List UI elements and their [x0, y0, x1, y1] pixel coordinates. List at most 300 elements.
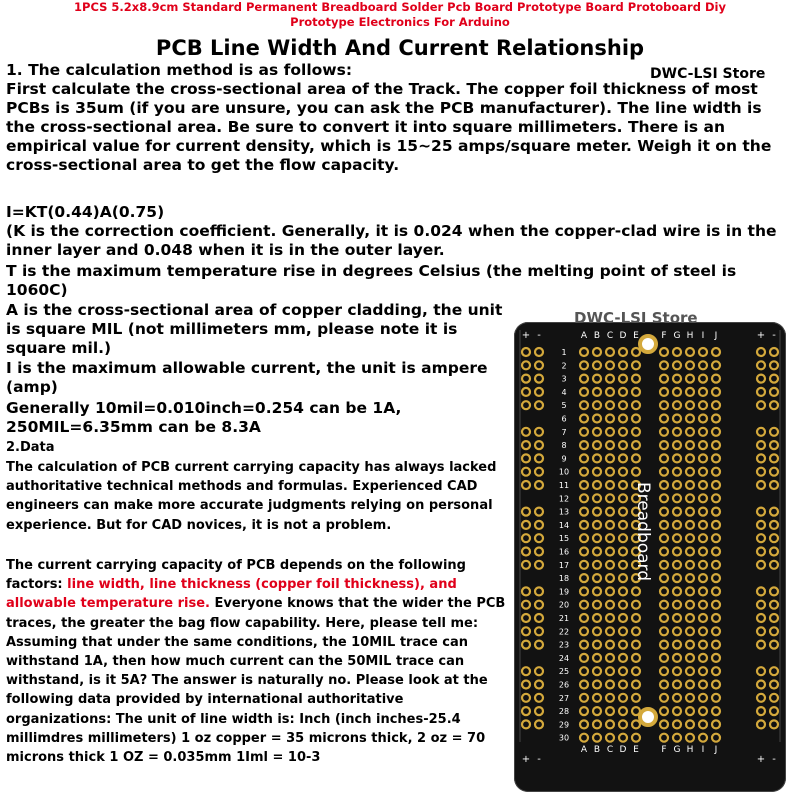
- pad-hole: [619, 481, 627, 489]
- row-number: 15: [558, 534, 570, 544]
- pad-hole: [619, 494, 627, 502]
- mounting-hole: [640, 336, 656, 352]
- pad-hole: [686, 574, 694, 582]
- section2-heading: 2.Data: [6, 440, 55, 455]
- pad-hole: [699, 494, 707, 502]
- pad-hole: [580, 388, 588, 396]
- pad-hole: [632, 361, 640, 369]
- pad-hole: [593, 574, 601, 582]
- rail-hole: [770, 601, 778, 609]
- pad-hole: [686, 694, 694, 702]
- pad-hole: [660, 641, 668, 649]
- rail-hole: [770, 428, 778, 436]
- row-number: 8: [561, 441, 567, 451]
- pad-hole: [632, 667, 640, 675]
- rail-hole: [535, 534, 543, 542]
- rail-symbol: -: [537, 754, 541, 765]
- row-number: 5: [561, 401, 567, 411]
- pad-hole: [686, 627, 694, 635]
- pad-hole: [606, 494, 614, 502]
- pad-hole: [580, 508, 588, 516]
- pad-hole: [606, 734, 614, 742]
- rail-hole: [535, 454, 543, 462]
- pad-hole: [673, 441, 681, 449]
- pad-hole: [699, 707, 707, 715]
- pad-hole: [673, 548, 681, 556]
- pad-hole: [593, 601, 601, 609]
- pad-hole: [686, 614, 694, 622]
- column-letter: B: [593, 331, 601, 341]
- pad-hole: [673, 641, 681, 649]
- pad-hole: [619, 348, 627, 356]
- rail-hole: [770, 641, 778, 649]
- pad-hole: [593, 707, 601, 715]
- pad-hole: [686, 481, 694, 489]
- pad-hole: [673, 348, 681, 356]
- rail-hole: [757, 720, 765, 728]
- column-letter: D: [619, 331, 627, 341]
- section1-heading: 1. The calculation method is as follows:: [6, 61, 353, 79]
- rail-hole: [770, 667, 778, 675]
- pad-hole: [580, 720, 588, 728]
- rail-hole: [535, 508, 543, 516]
- pad-hole: [606, 720, 614, 728]
- pad-hole: [606, 388, 614, 396]
- pad-hole: [593, 468, 601, 476]
- pad-hole: [686, 508, 694, 516]
- rail-hole: [535, 521, 543, 529]
- rail-hole: [522, 441, 530, 449]
- pad-hole: [673, 454, 681, 462]
- rail-hole: [522, 348, 530, 356]
- rail-hole: [522, 481, 530, 489]
- rail-hole: [522, 361, 530, 369]
- pad-hole: [686, 720, 694, 728]
- row-number: 10: [558, 467, 570, 477]
- rail-symbol: +: [756, 754, 766, 765]
- rail-hole: [535, 348, 543, 356]
- pad-hole: [580, 361, 588, 369]
- pad-hole: [712, 401, 720, 409]
- pad-hole: [632, 415, 640, 423]
- row-number: 20: [558, 600, 570, 610]
- pad-hole: [606, 601, 614, 609]
- rail-hole: [535, 720, 543, 728]
- pad-hole: [593, 415, 601, 423]
- pad-hole: [632, 348, 640, 356]
- rail-hole: [522, 468, 530, 476]
- pad-hole: [606, 627, 614, 635]
- pad-hole: [660, 415, 668, 423]
- pad-hole: [619, 428, 627, 436]
- pad-hole: [619, 361, 627, 369]
- pad-hole: [593, 375, 601, 383]
- rail-hole: [757, 561, 765, 569]
- pad-hole: [712, 548, 720, 556]
- pad-hole: [712, 441, 720, 449]
- pad-hole: [619, 734, 627, 742]
- rail-hole: [535, 361, 543, 369]
- pad-hole: [580, 534, 588, 542]
- column-letter: C: [606, 745, 614, 755]
- i-note: I is the maximum allowable current, the unit is ampere (amp): [6, 359, 488, 396]
- pad-hole: [686, 707, 694, 715]
- pad-hole: [606, 534, 614, 542]
- pad-hole: [673, 534, 681, 542]
- pad-hole: [673, 627, 681, 635]
- rail-hole: [757, 601, 765, 609]
- rail-hole: [535, 641, 543, 649]
- pad-hole: [712, 641, 720, 649]
- column-letter: C: [606, 331, 614, 341]
- pad-hole: [699, 361, 707, 369]
- pad-hole: [660, 441, 668, 449]
- pad-hole: [593, 454, 601, 462]
- pad-hole: [593, 627, 601, 635]
- pad-hole: [632, 375, 640, 383]
- pad-hole: [580, 681, 588, 689]
- pad-hole: [593, 548, 601, 556]
- pad-hole: [699, 401, 707, 409]
- pad-hole: [619, 508, 627, 516]
- pad-hole: [580, 441, 588, 449]
- pad-hole: [619, 627, 627, 635]
- row-number: 4: [561, 387, 567, 397]
- pad-hole: [593, 681, 601, 689]
- pad-hole: [593, 654, 601, 662]
- rail-hole: [770, 521, 778, 529]
- breadboard-pcb-image: [514, 322, 786, 792]
- pad-hole: [606, 548, 614, 556]
- rail-hole: [770, 388, 778, 396]
- column-letter: D: [619, 745, 627, 755]
- pad-hole: [580, 428, 588, 436]
- pad-hole: [712, 707, 720, 715]
- rail-hole: [535, 548, 543, 556]
- pad-hole: [619, 654, 627, 662]
- rail-hole: [522, 707, 530, 715]
- rail-hole: [522, 388, 530, 396]
- pad-hole: [619, 454, 627, 462]
- p2-highlight: line width, line thickness (copper foil thickness), and allowable temperature rise.: [6, 577, 457, 612]
- pad-hole: [593, 401, 601, 409]
- rail-hole: [522, 720, 530, 728]
- product-banner: [0, 0, 800, 30]
- rail-hole: [757, 348, 765, 356]
- t-note: T is the maximum temperature rise in degrees Celsius (the melting point of steel is 1060C): [6, 262, 737, 299]
- rail-hole: [535, 468, 543, 476]
- pad-hole: [632, 641, 640, 649]
- row-number: 25: [558, 667, 570, 677]
- pad-hole: [712, 481, 720, 489]
- pad-hole: [660, 348, 668, 356]
- pad-hole: [660, 574, 668, 582]
- pad-hole: [606, 401, 614, 409]
- rail-hole: [522, 641, 530, 649]
- page-title: PCB Line Width And Current Relationship: [155, 36, 645, 60]
- pad-hole: [660, 521, 668, 529]
- pad-hole: [660, 681, 668, 689]
- rail-hole: [522, 428, 530, 436]
- column-letter: H: [686, 331, 694, 341]
- rail-hole: [535, 667, 543, 675]
- row-number: 7: [561, 427, 567, 437]
- pad-hole: [712, 534, 720, 542]
- rail-hole: [535, 375, 543, 383]
- rail-hole: [535, 707, 543, 715]
- pad-hole: [699, 548, 707, 556]
- row-number: 16: [558, 547, 570, 557]
- pad-hole: [593, 734, 601, 742]
- pad-hole: [619, 375, 627, 383]
- k-note: (K is the correction coefficient. Generally, it is 0.024 when the copper-clad wire is in the inner layer and 0.048 when it is in the outer layer.: [6, 222, 777, 259]
- pad-hole: [712, 667, 720, 675]
- rail-hole: [757, 627, 765, 635]
- rail-hole: [535, 601, 543, 609]
- rail-hole: [757, 468, 765, 476]
- rail-hole: [770, 361, 778, 369]
- rail-hole: [522, 375, 530, 383]
- pad-hole: [660, 454, 668, 462]
- pad-hole: [712, 348, 720, 356]
- formula: I=KT(0.44)A(0.75): [6, 203, 165, 221]
- pad-hole: [580, 707, 588, 715]
- rail-hole: [770, 401, 778, 409]
- pad-hole: [619, 641, 627, 649]
- rail-hole: [522, 601, 530, 609]
- column-letter: E: [633, 331, 639, 341]
- pad-hole: [593, 561, 601, 569]
- pad-hole: [593, 481, 601, 489]
- pad-hole: [673, 388, 681, 396]
- column-letter: F: [661, 745, 667, 755]
- rail-hole: [757, 454, 765, 462]
- pad-hole: [673, 601, 681, 609]
- pad-hole: [580, 521, 588, 529]
- pad-hole: [686, 348, 694, 356]
- pad-hole: [619, 694, 627, 702]
- pad-hole: [673, 694, 681, 702]
- rail-hole: [770, 694, 778, 702]
- pad-hole: [660, 481, 668, 489]
- pad-hole: [606, 441, 614, 449]
- store-watermark: DWC-LSI Store: [650, 66, 766, 82]
- pad-hole: [686, 667, 694, 675]
- rail-hole: [535, 587, 543, 595]
- pad-hole: [632, 694, 640, 702]
- pad-hole: [660, 601, 668, 609]
- column-letter: E: [633, 745, 639, 755]
- pad-hole: [712, 508, 720, 516]
- pad-hole: [660, 720, 668, 728]
- pad-hole: [593, 720, 601, 728]
- row-number: 30: [558, 733, 570, 743]
- pad-hole: [632, 614, 640, 622]
- pad-hole: [673, 468, 681, 476]
- rail-symbol: -: [537, 330, 541, 341]
- pad-hole: [686, 601, 694, 609]
- pad-hole: [606, 681, 614, 689]
- breadboard-label: Breadboard: [633, 482, 653, 582]
- pad-hole: [606, 667, 614, 675]
- pad-hole: [673, 654, 681, 662]
- pad-hole: [673, 494, 681, 502]
- pad-hole: [580, 375, 588, 383]
- pad-hole: [580, 494, 588, 502]
- rail-hole: [757, 548, 765, 556]
- pad-hole: [580, 481, 588, 489]
- pad-hole: [699, 428, 707, 436]
- pad-hole: [606, 361, 614, 369]
- a-note: A is the cross-sectional area of copper cladding, the unit is square MIL (not millimeters mm, please note it is square mil.): [6, 301, 503, 357]
- rail-hole: [757, 614, 765, 622]
- rail-hole: [535, 694, 543, 702]
- pad-hole: [660, 508, 668, 516]
- pad-hole: [673, 508, 681, 516]
- rail-hole: [535, 481, 543, 489]
- pad-hole: [699, 720, 707, 728]
- rail-hole: [757, 694, 765, 702]
- pad-hole: [660, 388, 668, 396]
- pad-hole: [673, 681, 681, 689]
- rail-hole: [757, 587, 765, 595]
- pad-hole: [712, 734, 720, 742]
- pad-hole: [660, 614, 668, 622]
- pad-hole: [580, 454, 588, 462]
- row-number: 6: [561, 414, 567, 424]
- rail-hole: [757, 481, 765, 489]
- pad-hole: [712, 587, 720, 595]
- pad-hole: [619, 601, 627, 609]
- pad-hole: [686, 415, 694, 423]
- pad-hole: [580, 654, 588, 662]
- p2-start: The current carrying capacity of PCB depends on the following factors:: [6, 558, 466, 593]
- rail-symbol: +: [521, 754, 531, 765]
- pad-hole: [712, 468, 720, 476]
- column-letter: H: [686, 745, 694, 755]
- pad-hole: [632, 401, 640, 409]
- rail-hole: [770, 707, 778, 715]
- pad-hole: [593, 587, 601, 595]
- pad-hole: [686, 494, 694, 502]
- rail-hole: [522, 667, 530, 675]
- row-number: 14: [558, 520, 570, 530]
- pad-hole: [606, 415, 614, 423]
- rail-hole: [770, 627, 778, 635]
- column-letter: F: [661, 331, 667, 341]
- row-number: 21: [558, 614, 570, 623]
- pad-hole: [712, 681, 720, 689]
- rail-hole: [757, 508, 765, 516]
- row-number: 28: [558, 707, 570, 717]
- pad-hole: [619, 401, 627, 409]
- rail-hole: [770, 348, 778, 356]
- board-brand-mark: DWC-LSI Store: [574, 309, 698, 327]
- pad-hole: [686, 454, 694, 462]
- pad-hole: [686, 587, 694, 595]
- pad-hole: [593, 388, 601, 396]
- pad-hole: [580, 561, 588, 569]
- pad-hole: [686, 654, 694, 662]
- column-letter: A: [580, 331, 588, 341]
- rail-hole: [770, 548, 778, 556]
- pad-hole: [699, 641, 707, 649]
- rail-hole: [522, 534, 530, 542]
- rail-symbol: +: [521, 330, 531, 341]
- pad-hole: [699, 454, 707, 462]
- rail-hole: [522, 694, 530, 702]
- rail-hole: [522, 521, 530, 529]
- row-number: 3: [561, 374, 567, 384]
- pad-hole: [686, 375, 694, 383]
- rail-hole: [535, 441, 543, 449]
- pad-hole: [712, 627, 720, 635]
- column-letter: J: [714, 745, 718, 755]
- pad-hole: [580, 348, 588, 356]
- pad-hole: [699, 734, 707, 742]
- rail-hole: [522, 587, 530, 595]
- rail-hole: [757, 667, 765, 675]
- rail-hole: [522, 614, 530, 622]
- pad-hole: [593, 694, 601, 702]
- rail-hole: [522, 561, 530, 569]
- pad-hole: [619, 707, 627, 715]
- breadboard-drawing: [514, 322, 786, 792]
- pad-hole: [619, 521, 627, 529]
- pad-hole: [686, 681, 694, 689]
- row-number: 23: [558, 640, 570, 650]
- row-number: 22: [558, 627, 570, 637]
- rail-hole: [770, 720, 778, 728]
- column-letter: I: [701, 745, 705, 755]
- pad-hole: [712, 361, 720, 369]
- pad-hole: [712, 494, 720, 502]
- pad-hole: [593, 508, 601, 516]
- pad-hole: [686, 401, 694, 409]
- row-number: 2: [561, 361, 567, 371]
- pad-hole: [699, 481, 707, 489]
- row-number: 17: [558, 560, 570, 570]
- rail-hole: [770, 441, 778, 449]
- rail-hole: [757, 361, 765, 369]
- pad-hole: [580, 641, 588, 649]
- rail-hole: [757, 521, 765, 529]
- example-1: Generally 10mil=0.010inch=0.254 can be 1A,: [6, 399, 402, 417]
- pad-hole: [593, 441, 601, 449]
- pad-hole: [632, 681, 640, 689]
- pad-hole: [686, 521, 694, 529]
- pad-hole: [619, 441, 627, 449]
- pad-hole: [699, 667, 707, 675]
- pad-hole: [712, 561, 720, 569]
- pad-hole: [699, 561, 707, 569]
- pad-hole: [660, 494, 668, 502]
- pad-hole: [606, 348, 614, 356]
- rail-hole: [535, 681, 543, 689]
- rail-hole: [535, 428, 543, 436]
- pad-hole: [699, 614, 707, 622]
- pad-hole: [712, 574, 720, 582]
- row-number: 13: [558, 507, 570, 517]
- pad-hole: [699, 441, 707, 449]
- rail-hole: [522, 627, 530, 635]
- pad-hole: [673, 401, 681, 409]
- pad-hole: [660, 627, 668, 635]
- pad-hole: [686, 641, 694, 649]
- rail-hole: [770, 614, 778, 622]
- rail-symbol: -: [772, 330, 776, 341]
- pad-hole: [606, 574, 614, 582]
